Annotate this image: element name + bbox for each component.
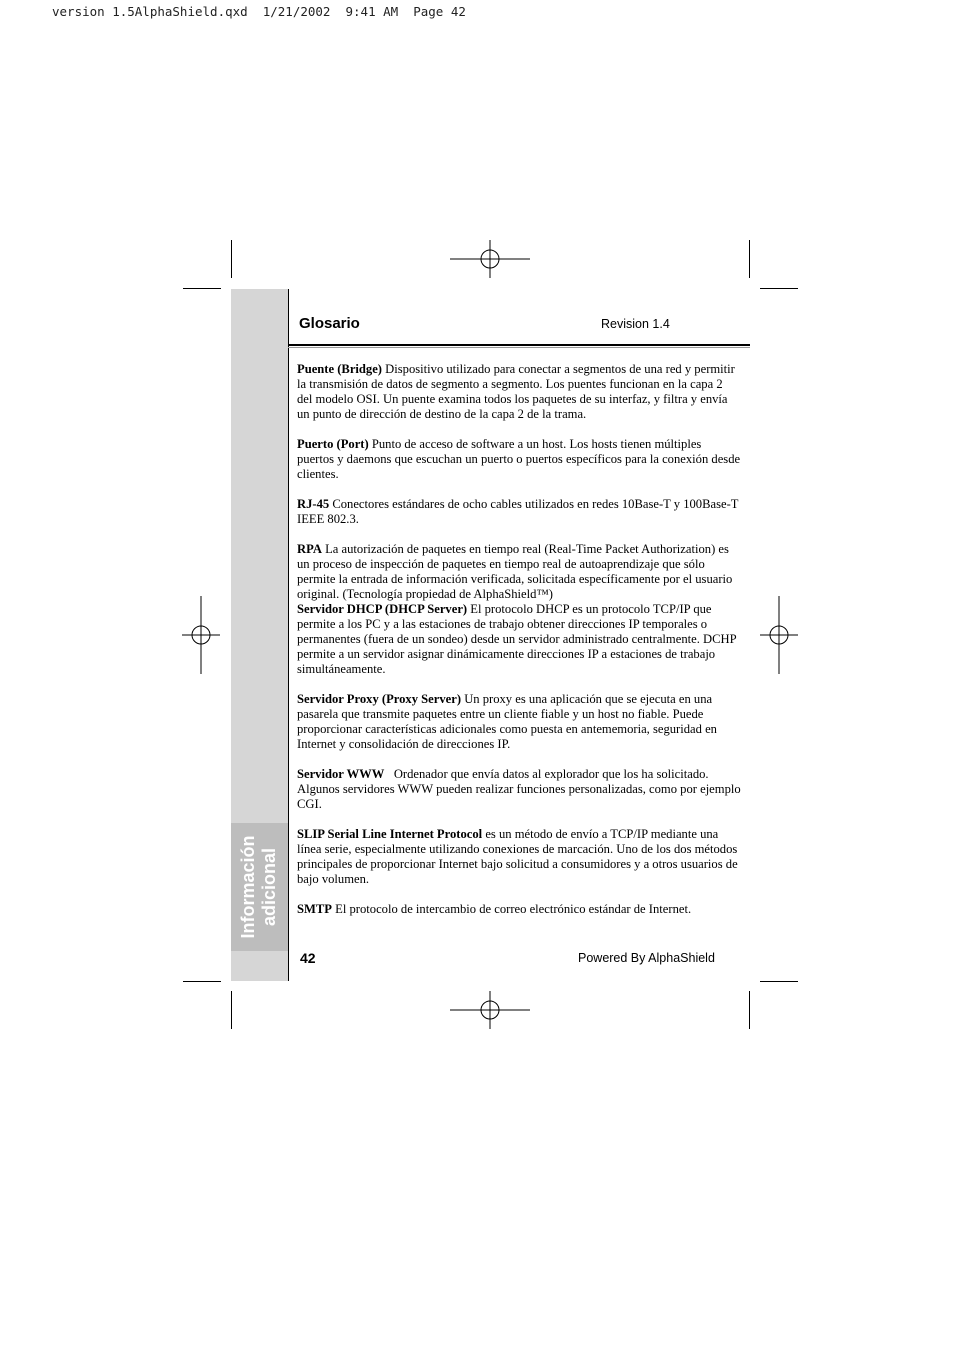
registration-mark-icon [450, 240, 530, 278]
registration-mark-icon [450, 991, 530, 1029]
glossary-entry [297, 602, 741, 677]
glossary-term: Puerto (Port) [297, 437, 369, 451]
glossary-definition: Dispositivo utilizado para conectar a segmentos de una red y permitir la transmisión de datos de segmento a segmento. Los puentes funcionan en la capa 2 del modelo OSI. Un puente examina todos los paquetes de su interfaz, y filtra y envía un punto de dirección de destino de la capa 2 de la trama. [297, 362, 735, 421]
glossary-term: RJ-45 [297, 497, 330, 511]
column-divider [288, 289, 289, 981]
section-tab-label [238, 807, 280, 967]
glossary-definition: El protocolo DHCP es un protocolo TCP/IP que permite a los PC y a las estaciones de trabajo obtener direcciones IP temporales o permanentes (fuera de un sondeo) desde un servidor administrado centralmente. DCHP permite a un servidor asignar dinámicamente direcciones IP a estaciones de trabajo simultáneamente. [297, 602, 737, 676]
glossary-definition: Ordenador que envía datos al explorador que los ha solicitado. Algunos servidores WWW pueden realizar funciones personalizadas, como por ejemplo CGI. [297, 767, 744, 811]
glossary-definition: es un método de envío a TCP/IP mediante una línea serie, especialmente utilizando conexiones de marcación. Uno de los dos métodos principales de proporcionar Internet bajo solicitud a consumidores y a otros usuarios de bajo volumen. [297, 827, 738, 886]
page-number: 42 [300, 950, 316, 966]
glossary-term: Servidor Proxy (Proxy Server) [297, 692, 462, 706]
crop-mark [749, 240, 750, 278]
glossary-entry [297, 692, 741, 752]
glossary-term: SMTP [297, 902, 332, 916]
page-title: Glosario [299, 315, 360, 332]
glossary-term: RPA [297, 542, 322, 556]
glossary-term: Servidor WWW [297, 767, 385, 781]
glossary-definition: Punto de acceso de software a un host. Los hosts tienen múltiples puertos y daemons que escuchan un puerto o puertos específicos para la conexión desde clientes. [297, 437, 741, 481]
term-separator [384, 767, 393, 781]
revision-label: Revision 1.4 [601, 317, 670, 331]
glossary-term: Puente (Bridge) [297, 362, 382, 376]
glossary-definition: La autorización de paquetes en tiempo real (Real-Time Packet Authorization) es un proceso de inspección de paquetes en tiempo real de autoaprendizaje que sólo permite la entrada de información verificada, solicitada específicamente por el usuario original. (Tecnología propiedad de AlphaShield™) [297, 542, 733, 601]
registration-mark-icon [760, 596, 798, 674]
section-tab-line-2: adicional [259, 847, 279, 927]
registration-mark-icon [182, 596, 220, 674]
glossary-list [297, 362, 744, 932]
glossary-entry [297, 542, 741, 602]
crop-mark [760, 288, 798, 289]
glossary-entry [297, 437, 741, 482]
glossary-definition: Conectores estándares de ocho cables utilizados en redes 10Base-T y 100Base-T IEEE 802.3. [297, 497, 739, 526]
footer-brand: Powered By AlphaShield [578, 951, 715, 965]
glossary-term: SLIP Serial Line Internet Protocol [297, 827, 483, 841]
header-divider-shadow [288, 347, 750, 348]
section-tab-line-1: Información [238, 835, 258, 939]
glossary-definition: Un proxy es una aplicación que se ejecuta en una pasarela que transmite paquetes entre un cliente fiable y un host no fiable. Puede proporcionar características adicionales como puesta en antememoria, seguridad en Internet y consolidación de direcciones IP. [297, 692, 717, 751]
crop-mark [183, 288, 221, 289]
glossary-definition: El protocolo de intercambio de correo electrónico estándar de Internet. [335, 902, 692, 916]
glossary-term: Servidor DHCP (DHCP Server) [297, 602, 468, 616]
crop-mark [231, 991, 232, 1029]
glossary-entry [297, 827, 741, 887]
crop-mark [749, 991, 750, 1029]
crop-mark [231, 240, 232, 278]
glossary-entry [297, 362, 741, 422]
glossary-entry [297, 497, 741, 527]
glossary-entry [297, 902, 741, 917]
header-divider [288, 344, 750, 346]
crop-mark [760, 981, 798, 982]
print-slug: version 1.5AlphaShield.qxd 1/21/2002 9:41 AM Page 42 [52, 4, 466, 19]
crop-mark [183, 981, 221, 982]
glossary-entry [297, 767, 744, 812]
